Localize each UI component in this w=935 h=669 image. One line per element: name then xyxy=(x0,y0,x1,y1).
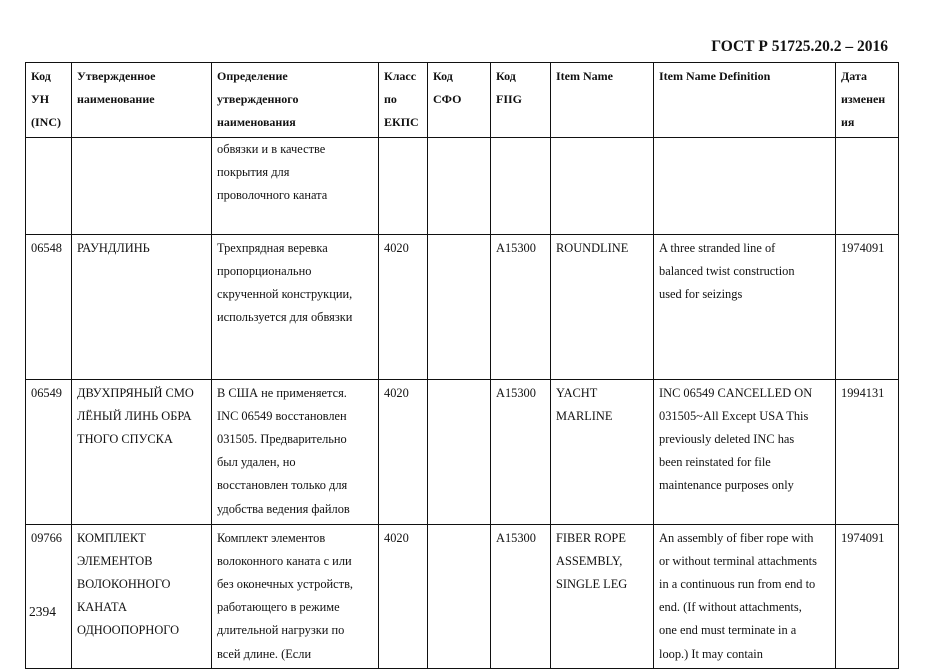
cell-date xyxy=(836,379,899,524)
header-class-ekps xyxy=(379,63,428,138)
text-line: ROUNDLINE xyxy=(556,240,629,255)
text-line: Код xyxy=(496,69,516,83)
text-line: in a continuous run from end to xyxy=(659,577,816,592)
text-line: обвязки и в качестве xyxy=(217,141,326,156)
text-line: ТНОГО СПУСКА xyxy=(77,432,173,447)
text-line: 4020 xyxy=(384,385,409,400)
cell-inc xyxy=(26,524,72,668)
cell-item-definition xyxy=(654,234,836,379)
text-line: maintenance purposes only xyxy=(659,478,794,493)
text-line: A15300 xyxy=(496,240,536,255)
text-line: изменен xyxy=(841,92,886,107)
cell-date xyxy=(836,234,899,379)
cell-definition xyxy=(212,524,379,668)
text-line: 1974091 xyxy=(841,530,885,545)
text-line: end. (If without attachments, xyxy=(659,600,802,615)
text-line: Комплект элементов xyxy=(217,530,326,545)
text-line: INC 06549 восстановлен xyxy=(217,408,347,423)
text-line: one end must terminate in a xyxy=(659,623,797,638)
cell-sfo xyxy=(428,137,491,234)
text-line: по xyxy=(384,92,397,107)
cell-fiig xyxy=(491,379,551,524)
text-line: An assembly of fiber rope with xyxy=(659,530,814,545)
classification-table xyxy=(25,62,899,669)
table-row xyxy=(26,137,899,234)
header-fiig-code xyxy=(491,63,551,138)
text-line: INC 06549 CANCELLED ON xyxy=(659,385,813,400)
header-definition xyxy=(212,63,379,138)
text-line: used for seizings xyxy=(659,287,743,302)
text-line: Item Name xyxy=(556,69,613,83)
text-line: ОДНООПОРНОГО xyxy=(77,623,180,638)
text-line: ЭЛЕМЕНТОВ xyxy=(77,553,153,568)
text-line: 031505~All Except USA This xyxy=(659,408,809,423)
cell-date xyxy=(836,137,899,234)
text-line: ASSEMBLY, xyxy=(556,553,623,568)
cell-inc xyxy=(26,234,72,379)
cell-item-name xyxy=(551,234,654,379)
text-line: УН xyxy=(31,92,50,107)
text-line: РАУНДЛИНЬ xyxy=(77,240,150,255)
cell-definition xyxy=(212,379,379,524)
cell-item-name xyxy=(551,524,654,668)
text-line: 1974091 xyxy=(841,240,885,255)
text-line: пропорционально xyxy=(217,263,312,278)
cell-inc xyxy=(26,379,72,524)
text-line: КАНАТА xyxy=(77,600,127,615)
text-line: используется для обвязки xyxy=(217,310,353,325)
text-line: проволочного каната xyxy=(217,188,328,203)
text-line: (INC) xyxy=(31,115,61,130)
cell-name xyxy=(72,234,212,379)
text-line: покрытия для xyxy=(217,164,290,179)
text-line: ЕКПС xyxy=(384,115,419,130)
header-approved-name xyxy=(72,63,212,138)
cell-sfo xyxy=(428,379,491,524)
cell-definition xyxy=(212,234,379,379)
table-row xyxy=(26,379,899,524)
text-line: SINGLE LEG xyxy=(556,577,628,592)
cell-name xyxy=(72,524,212,668)
cell-date xyxy=(836,524,899,668)
text-line: Трехпрядная веревка xyxy=(217,240,328,255)
text-line: ия xyxy=(841,115,855,130)
text-line: работающего в режиме xyxy=(217,600,340,615)
text-line: наименования xyxy=(217,115,296,130)
cell-fiig xyxy=(491,137,551,234)
table-row xyxy=(26,524,899,668)
document-header: ГОСТ Р 51725.20.2 – 2016 xyxy=(711,38,888,55)
text-line: ДВУХПРЯНЫЙ СМО xyxy=(77,385,194,400)
text-line: длительной нагрузки по xyxy=(217,623,345,638)
text-line: скрученной конструкции, xyxy=(217,287,353,302)
text-line: КОМПЛЕКТ xyxy=(77,530,146,545)
cell-item-definition xyxy=(654,379,836,524)
cell-item-definition xyxy=(654,137,836,234)
text-line: всей длине. (Если xyxy=(217,646,312,661)
page-number: 2394 xyxy=(29,604,56,619)
text-line: Item Name Definition xyxy=(659,69,771,83)
text-line: 09766 xyxy=(31,530,62,545)
text-line: loop.) It may contain xyxy=(659,646,763,661)
text-line: ЛЁНЫЙ ЛИНЬ ОБРА xyxy=(77,408,192,423)
cell-class xyxy=(379,234,428,379)
text-line: Определение xyxy=(217,69,288,83)
cell-sfo xyxy=(428,234,491,379)
text-line: FIIG xyxy=(496,92,523,107)
text-line: 031505. Предварительно xyxy=(217,432,347,447)
text-line: Код xyxy=(433,69,453,83)
cell-class xyxy=(379,137,428,234)
text-line: balanced twist construction xyxy=(659,263,795,278)
text-line: A15300 xyxy=(496,385,536,400)
text-line: утвержденного xyxy=(217,92,299,107)
text-line: волоконного каната с или xyxy=(217,553,352,568)
text-line: FIBER ROPE xyxy=(556,530,626,545)
cell-class xyxy=(379,379,428,524)
header-change-date xyxy=(836,63,899,138)
table-row xyxy=(26,234,899,379)
text-line: 4020 xyxy=(384,530,409,545)
text-line: наименование xyxy=(77,92,155,107)
text-line: Класс xyxy=(384,69,417,83)
text-line: удобства ведения файлов xyxy=(217,501,350,516)
text-line: Код xyxy=(31,69,51,83)
cell-item-name xyxy=(551,137,654,234)
cell-class xyxy=(379,524,428,668)
text-line: MARLINE xyxy=(556,408,613,423)
text-line: 1994131 xyxy=(841,385,885,400)
text-line: 06548 xyxy=(31,240,62,255)
cell-inc xyxy=(26,137,72,234)
text-line: or without terminal attachments xyxy=(659,553,817,568)
table-header-row xyxy=(26,63,899,138)
header-item-name-definition xyxy=(654,63,836,138)
text-line: В США не применяется. xyxy=(217,385,347,400)
cell-definition xyxy=(212,137,379,234)
text-line: A three stranded line of xyxy=(659,240,776,255)
cell-name xyxy=(72,379,212,524)
header-item-name xyxy=(551,63,654,138)
text-line: YACHT xyxy=(556,385,598,400)
header-inc xyxy=(26,63,72,138)
text-line: Утвержденное xyxy=(77,69,156,83)
cell-fiig xyxy=(491,234,551,379)
cell-item-definition xyxy=(654,524,836,668)
cell-fiig xyxy=(491,524,551,668)
cell-name xyxy=(72,137,212,234)
text-line: A15300 xyxy=(496,530,536,545)
text-line: ВОЛОКОННОГО xyxy=(77,577,171,592)
text-line: был удален, но xyxy=(217,455,296,470)
text-line: Дата xyxy=(841,69,867,83)
cell-sfo xyxy=(428,524,491,668)
text-line: СФО xyxy=(433,92,462,107)
text-line: без оконечных устройств, xyxy=(217,577,354,592)
text-line: восстановлен только для xyxy=(217,478,348,493)
text-line: 06549 xyxy=(31,385,62,400)
header-sfo-code xyxy=(428,63,491,138)
cell-item-name xyxy=(551,379,654,524)
text-line: been reinstated for file xyxy=(659,455,771,470)
text-line: 4020 xyxy=(384,240,409,255)
text-line: previously deleted INC has xyxy=(659,432,795,447)
